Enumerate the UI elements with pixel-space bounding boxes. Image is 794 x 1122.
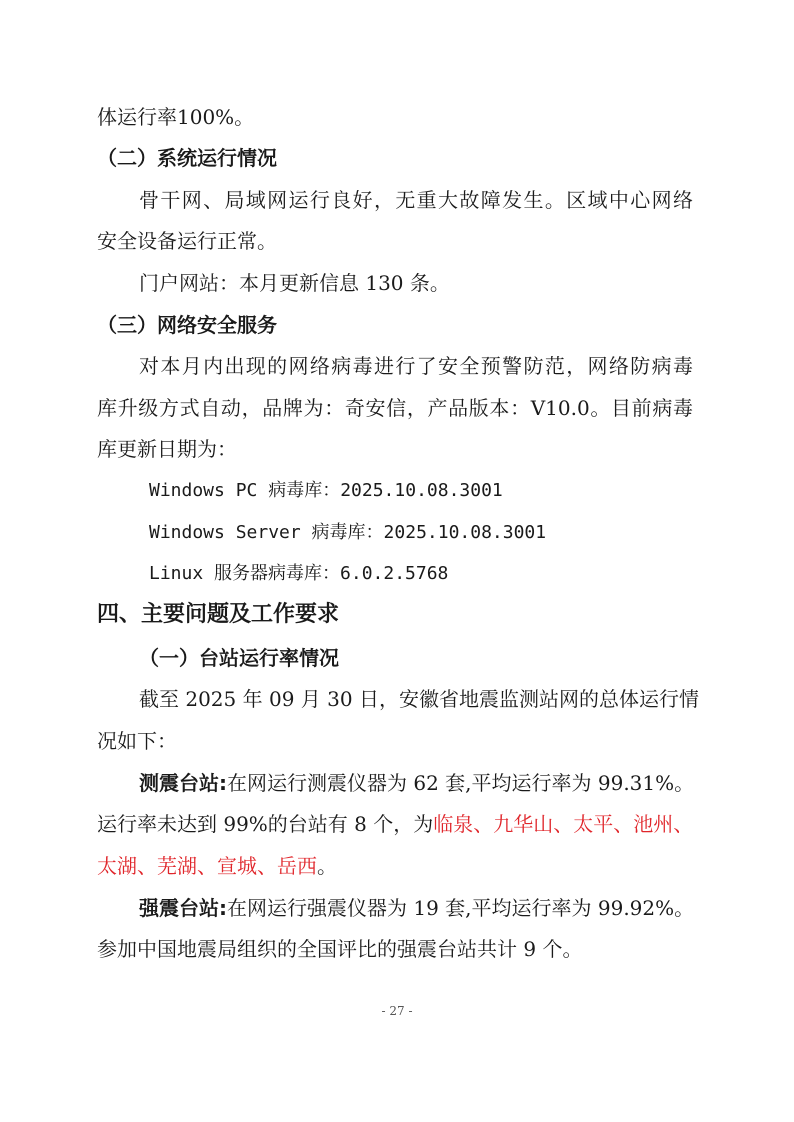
paragraph-line: 骨干网、局域网运行良好，无重大故障发生。区域中心网络: [139, 188, 693, 212]
underperforming-stations: 临泉、九华山、太平、池州、: [433, 812, 694, 836]
seismic-text-2: 运行率未达到 99%的台站有 8 个，为: [97, 812, 434, 836]
section-heading: （三）网络安全服务: [97, 313, 277, 337]
seismic-text: 在网运行测震仪器为 62 套,平均运行率为 99.31%。: [227, 771, 695, 795]
chapter-heading: 四、主要问题及工作要求: [97, 602, 340, 627]
underperforming-stations-cont: 太湖、芜湖、宣城、岳西: [97, 854, 317, 878]
seismic-stations-line-2: [97, 810, 693, 838]
paragraph-line: 库升级方式自动，品牌为：奇安信，产品版本：V10.0。目前病毒: [97, 396, 693, 420]
section-heading: （二）系统运行情况: [97, 146, 277, 170]
strong-motion-text: 在网运行强震仪器为 19 套,平均运行率为 99.92%。: [227, 896, 695, 920]
paragraph-line: 库更新日期为：: [97, 437, 237, 461]
paragraph-line: 体运行率100%。: [97, 105, 255, 129]
paragraph-line: 截至 2025 年 09 月 30 日，安徽省地震监测站网的总体运行情: [139, 687, 699, 711]
virus-db-linux: Linux 服务器病毒库：6.0.2.5768: [149, 563, 449, 584]
paragraph-line: 参加中国地震局组织的全国评比的强震台站共计 9 个。: [97, 937, 583, 961]
strong-motion-label: 强震台站:: [139, 896, 227, 920]
seismic-label: 测震台站:: [139, 771, 227, 795]
punctuation: 。: [317, 854, 337, 878]
seismic-stations-line: [139, 769, 694, 797]
paragraph-line: 对本月内出现的网络病毒进行了安全预警防范，网络防病毒: [139, 354, 693, 378]
virus-db-windows-pc: Windows PC 病毒库：2025.10.08.3001: [149, 480, 503, 501]
paragraph-line: 门户网站：本月更新信息 130 条。: [139, 271, 450, 295]
paragraph-line: 安全设备运行正常。: [97, 229, 277, 253]
paragraph-line: 况如下：: [97, 729, 177, 753]
subsection-heading: （一）台站运行率情况: [139, 646, 339, 670]
seismic-stations-line-3: [97, 852, 337, 880]
page-number: - 27 -: [381, 1004, 413, 1018]
strong-motion-line: [139, 894, 694, 922]
virus-db-windows-server: Windows Server 病毒库：2025.10.08.3001: [149, 522, 547, 543]
